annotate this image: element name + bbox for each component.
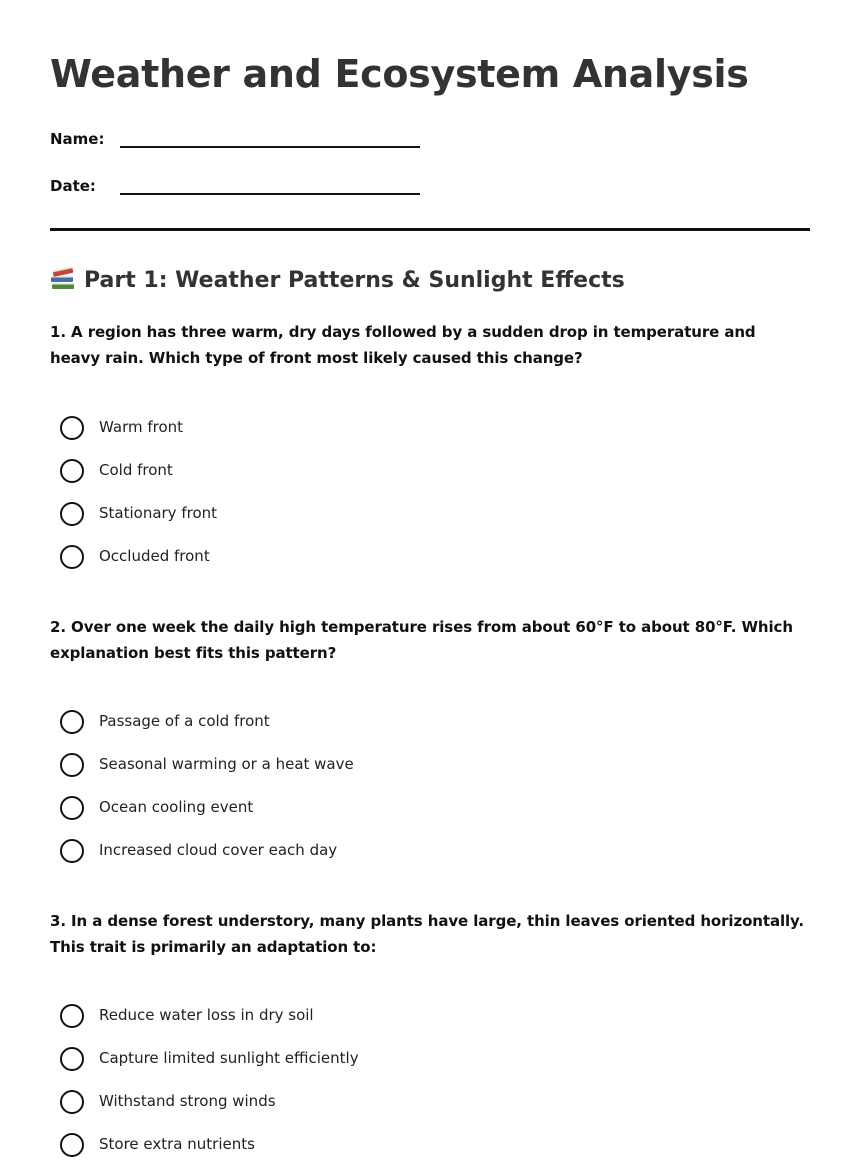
radio-button[interactable] <box>60 710 84 734</box>
radio-button[interactable] <box>60 839 84 863</box>
question-text: 1. A region has three warm, dry days followed by a sudden drop in temperature and heavy rain. Which type of front most likely caused this change? <box>50 323 756 367</box>
radio-button[interactable] <box>60 1004 84 1028</box>
option-withstand-winds[interactable] <box>60 1089 460 1117</box>
name-field[interactable] <box>50 122 470 152</box>
radio-button[interactable] <box>60 1133 84 1157</box>
option-label: Ocean cooling event <box>99 798 254 816</box>
radio-button[interactable] <box>60 796 84 820</box>
option-label: Capture limited sunlight efficiently <box>99 1049 359 1067</box>
name-input-line[interactable] <box>120 146 420 148</box>
option-label: Warm front <box>99 418 184 436</box>
option-label: Reduce water loss in dry soil <box>99 1006 314 1024</box>
radio-button[interactable] <box>60 459 84 483</box>
radio-button[interactable] <box>60 753 84 777</box>
radio-button[interactable] <box>60 1047 84 1071</box>
option-label: Withstand strong winds <box>99 1092 276 1110</box>
radio-button[interactable] <box>60 502 84 526</box>
option-cold-front-passage[interactable] <box>60 709 460 737</box>
option-occluded-front[interactable] <box>60 544 460 572</box>
option-capture-sunlight[interactable] <box>60 1046 460 1074</box>
option-label: Store extra nutrients <box>99 1135 255 1153</box>
question-3 <box>50 908 810 960</box>
date-input-line[interactable] <box>120 193 420 195</box>
radio-button[interactable] <box>60 416 84 440</box>
radio-button[interactable] <box>60 1090 84 1114</box>
option-reduce-water-loss[interactable] <box>60 1003 460 1031</box>
question-2 <box>50 614 810 666</box>
option-warm-front[interactable] <box>60 415 460 443</box>
section-heading <box>50 266 625 299</box>
books-icon <box>50 266 76 299</box>
option-label: Occluded front <box>99 547 210 565</box>
option-cloud-cover[interactable] <box>60 838 460 866</box>
option-label: Passage of a cold front <box>99 712 270 730</box>
option-label: Increased cloud cover each day <box>99 841 338 859</box>
section-heading-text: Part 1: Weather Patterns & Sunlight Effects <box>84 268 625 293</box>
option-label: Seasonal warming or a heat wave <box>99 755 354 773</box>
option-stationary-front[interactable] <box>60 501 460 529</box>
option-label: Stationary front <box>99 504 218 522</box>
question-text: 2. Over one week the daily high temperature rises from about 60°F to about 80°F. Which explanation best fits this pattern? <box>50 618 793 662</box>
header-divider <box>50 228 810 231</box>
option-store-nutrients[interactable] <box>60 1132 460 1160</box>
option-ocean-cooling[interactable] <box>60 795 460 823</box>
date-field[interactable] <box>50 169 470 199</box>
option-label: Cold front <box>99 461 173 479</box>
question-text: 3. In a dense forest understory, many plants have large, thin leaves oriented horizontally. This trait is primarily an adaptation to: <box>50 912 804 956</box>
page-title: Weather and Ecosystem Analysis <box>50 52 749 96</box>
option-seasonal-warming[interactable] <box>60 752 460 780</box>
question-1 <box>50 319 810 371</box>
option-cold-front[interactable] <box>60 458 460 486</box>
date-label: Date: <box>50 177 96 195</box>
radio-button[interactable] <box>60 545 84 569</box>
name-label: Name: <box>50 130 105 148</box>
